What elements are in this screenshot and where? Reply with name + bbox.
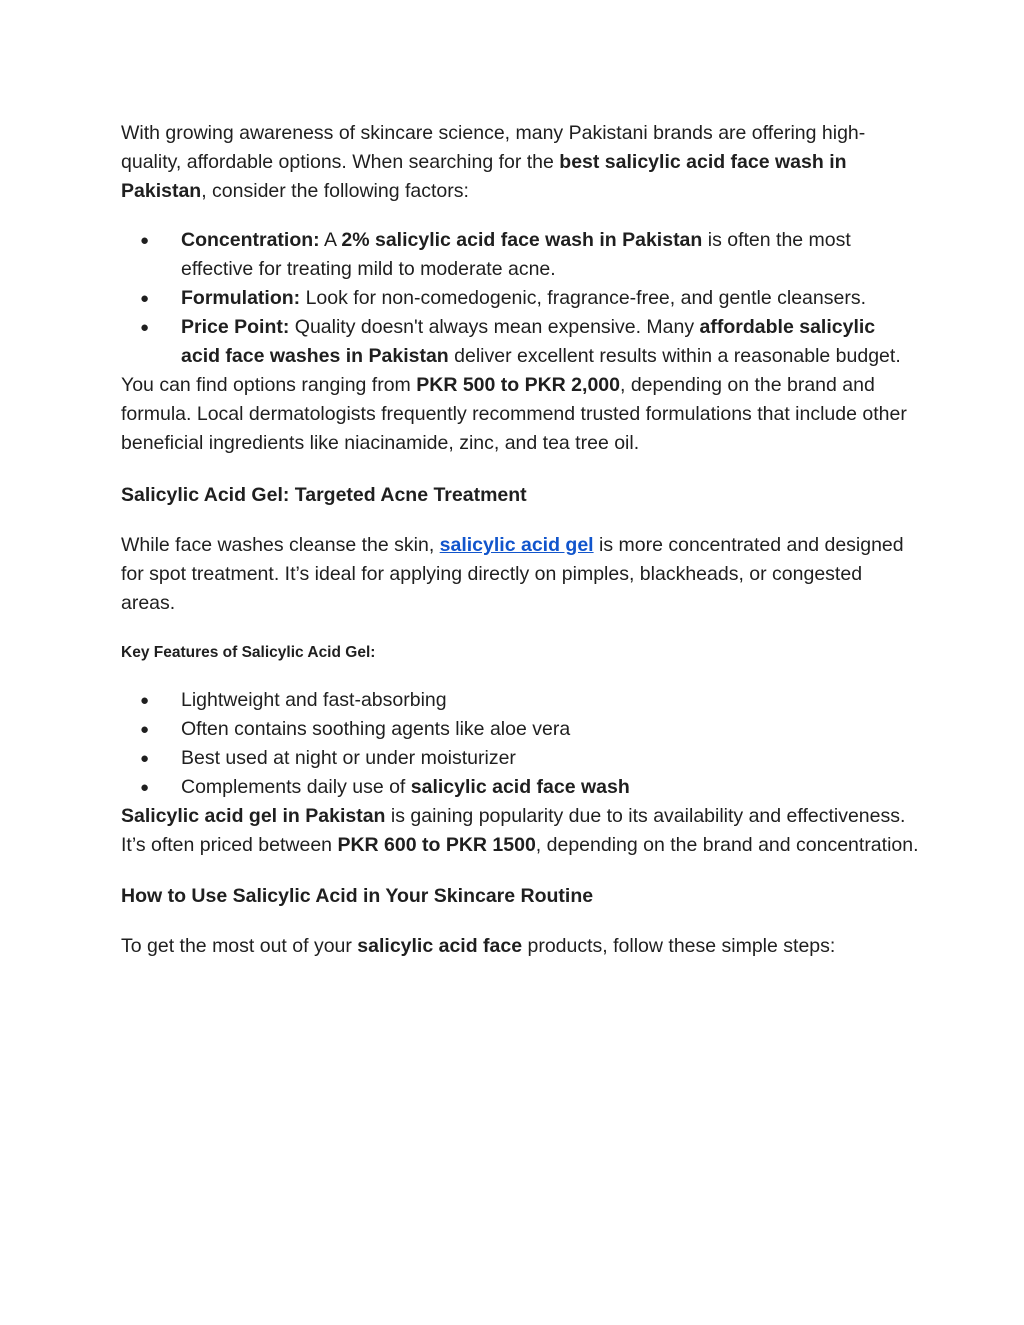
bullet-icon: ● — [140, 319, 150, 336]
bullet-icon: ● — [140, 232, 150, 249]
price-paragraph — [121, 371, 921, 458]
bullet-icon: ● — [140, 692, 150, 709]
list-item — [121, 715, 921, 744]
price-text-2: , depending on the brand and formula. Local dermatologists frequently recommend trusted formulations that include other beneficial ingredients like niacinamide, zinc, and tea tree oil. — [121, 374, 907, 454]
factor-bold: affordable salicylic acid face washes in Pakistan — [181, 316, 876, 367]
factor-text: A — [319, 229, 342, 251]
bullet-icon: ● — [140, 779, 150, 796]
gel-price-text-1: is gaining popularity due to its availability and effectiveness. It’s often priced between — [121, 805, 906, 856]
list-item — [121, 313, 906, 371]
factor-text: deliver excellent results within a reasonable budget. — [448, 345, 901, 367]
list-item — [121, 773, 921, 802]
document-page — [121, 119, 921, 961]
howto-heading: How to Use Salicylic Acid in Your Skincare Routine — [121, 885, 594, 907]
steps-paragraph — [121, 932, 921, 961]
steps-text-1: To get the most out of your — [121, 935, 358, 957]
price-text-1: You can find options ranging from — [121, 374, 417, 396]
gel-price-paragraph — [121, 802, 921, 860]
bullet-icon: ● — [140, 290, 150, 307]
factor-label: Concentration: — [181, 229, 320, 251]
factors-list — [121, 226, 906, 371]
factor-label: Formulation: — [181, 287, 301, 309]
bullet-icon: ● — [140, 721, 150, 738]
steps-bold: salicylic acid face — [357, 935, 523, 957]
feature-text: Complements daily use of — [181, 776, 411, 798]
list-item — [121, 686, 921, 715]
salicylic-acid-gel-link[interactable]: salicylic acid gel — [439, 534, 594, 556]
list-item — [121, 284, 906, 313]
gel-paragraph — [121, 531, 921, 618]
intro-bold-keyword: best salicylic acid face wash in Pakistan — [121, 151, 847, 202]
feature-bold: salicylic acid face wash — [410, 776, 630, 798]
price-range: PKR 500 to PKR 2,000 — [416, 374, 620, 396]
list-item — [121, 226, 906, 284]
factor-text: Look for non-comedogenic, fragrance-free, and gentle cleansers. — [300, 287, 866, 309]
gel-text-2: is more concentrated and designed for spot treatment. It’s ideal for applying directly on pimples, blackheads, or congested areas. — [121, 534, 904, 614]
feature-text: Best used at night or under moisturizer — [181, 747, 516, 769]
intro-text-2: , consider the following factors: — [201, 180, 469, 202]
list-item — [121, 744, 921, 773]
gel-text-1: While face washes cleanse the skin, — [121, 534, 440, 556]
factor-text: Quality doesn't always mean expensive. Many — [289, 316, 700, 338]
gel-price-range: PKR 600 to PKR 1500 — [337, 834, 536, 856]
features-heading: Key Features of Salicylic Acid Gel: — [121, 644, 376, 661]
feature-text: Often contains soothing agents like aloe vera — [181, 718, 571, 740]
bullet-icon: ● — [140, 750, 150, 767]
factor-bold: 2% salicylic acid face wash in Pakistan — [341, 229, 703, 251]
intro-text-1: With growing awareness of skincare science, many Pakistani brands are offering high-quality, affordable options. When searching for the — [121, 122, 866, 173]
intro-paragraph — [121, 119, 921, 206]
feature-text: Lightweight and fast-absorbing — [181, 689, 447, 711]
factor-label: Price Point: — [181, 316, 290, 338]
gel-price-bold-1: Salicylic acid gel in Pakistan — [121, 805, 386, 827]
factor-text: is often the most effective for treating mild to moderate acne. — [181, 229, 851, 280]
gel-heading: Salicylic Acid Gel: Targeted Acne Treatment — [121, 484, 527, 506]
gel-price-text-2: , depending on the brand and concentration. — [535, 834, 919, 856]
features-list — [121, 686, 921, 802]
steps-text-2: products, follow these simple steps: — [522, 935, 836, 957]
